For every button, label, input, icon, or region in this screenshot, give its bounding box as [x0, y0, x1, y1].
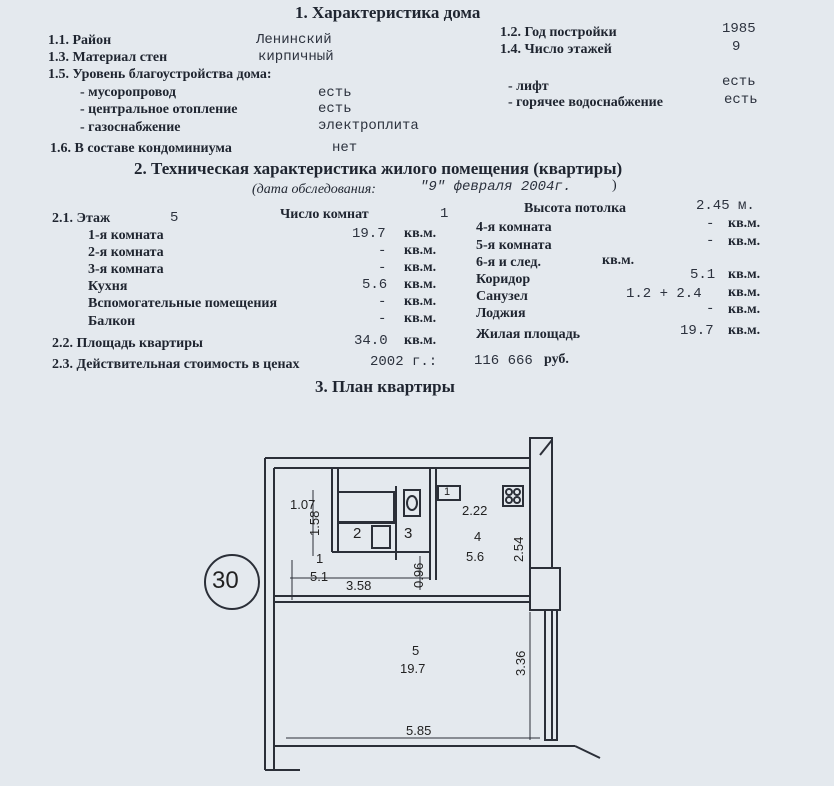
- plan-area-197: 19.7: [400, 661, 426, 676]
- room5-label: 5-я комната: [476, 238, 552, 253]
- room4-label: 4-я комната: [476, 220, 552, 235]
- condo-value: нет: [332, 140, 358, 156]
- survey-date: "9" февраля 2004г.: [420, 179, 572, 195]
- ceiling-label: Высота потолка: [524, 201, 626, 216]
- kitchen-value: 5.6: [362, 277, 388, 293]
- gas-label: - газоснабжение: [80, 120, 181, 135]
- loggia-unit: кв.м.: [728, 302, 761, 317]
- plan-dim-336: 3.36: [513, 650, 528, 676]
- plan-dim-358: 3.58: [346, 578, 372, 593]
- plan-area-51: 5.1: [310, 569, 329, 584]
- room3-value: -: [378, 260, 387, 276]
- elevator-label: - лифт: [508, 79, 549, 94]
- heating-label: - центральное отопление: [80, 102, 238, 117]
- room2-label: 2-я комната: [88, 245, 164, 260]
- living-unit: кв.м.: [728, 323, 761, 338]
- rooms-label: Число комнат: [280, 207, 369, 222]
- corridor-value: 5.1: [690, 267, 716, 283]
- plan-stair-marker: 1: [444, 486, 451, 498]
- living-label: Жилая площадь: [476, 327, 581, 342]
- bath-value: 1.2 + 2.4: [626, 286, 702, 302]
- aux-unit: кв.м.: [404, 294, 437, 309]
- area-unit: кв.м.: [404, 333, 437, 348]
- room5-unit: кв.м.: [728, 234, 761, 249]
- corridor-label: Коридор: [476, 272, 531, 287]
- aux-value: -: [378, 294, 387, 310]
- room5-value: -: [706, 233, 715, 249]
- plan-room-5: 5: [412, 643, 420, 658]
- plan-dim-096: 0.96: [411, 562, 426, 588]
- heating-value: есть: [318, 101, 352, 117]
- garbage-label: - мусоропровод: [80, 85, 176, 100]
- plan-dim-222: 2.22: [462, 503, 488, 518]
- plan-room-3: 3: [404, 525, 413, 542]
- loggia-label: Лоджия: [476, 306, 526, 321]
- section-2-title: 2. Техническая характеристика жилого помещения (квартиры): [134, 159, 623, 178]
- plan-room-2: 2: [353, 525, 362, 542]
- aux-label: Вспомогательные помещения: [88, 296, 278, 311]
- loggia-value: -: [706, 301, 715, 317]
- comfort-label: 1.5. Уровень благоустройства дома:: [48, 67, 272, 82]
- rooms-value: 1: [440, 206, 449, 222]
- floors-value: 9: [732, 39, 741, 55]
- hotwater-label: - горячее водоснабжение: [508, 95, 663, 110]
- kitchen-label: Кухня: [88, 279, 128, 294]
- room4-unit: кв.м.: [728, 216, 761, 231]
- cost-label: 2.3. Действительная стоимость в ценах: [52, 357, 300, 372]
- balcony-unit: кв.м.: [404, 311, 437, 326]
- cost-unit: руб.: [544, 352, 569, 367]
- plan-dim-585: 5.85: [406, 723, 432, 738]
- plan-room-1: 1: [316, 551, 324, 566]
- floors-label: 1.4. Число этажей: [500, 42, 612, 57]
- district-label: 1.1. Район: [48, 33, 112, 48]
- floor-label: 2.1. Этаж: [52, 211, 111, 226]
- cost-value: 116 666: [474, 353, 533, 369]
- cost-year: 2002 г.:: [370, 354, 438, 370]
- room4-value: -: [706, 216, 715, 232]
- kitchen-unit: кв.м.: [404, 277, 437, 292]
- survey-prefix: (дата обследования:: [252, 182, 376, 197]
- living-value: 19.7: [680, 323, 714, 339]
- condo-label: 1.6. В составе кондоминиума: [50, 141, 232, 156]
- plan-dim-107: 1.07: [290, 497, 316, 512]
- plan-dim-158: 1.58: [307, 510, 322, 536]
- room3-unit: кв.м.: [404, 260, 437, 275]
- area-label: 2.2. Площадь квартиры: [52, 336, 203, 351]
- survey-suffix: ): [612, 178, 617, 193]
- room1-label: 1-я комната: [88, 228, 164, 243]
- balcony-label: Балкон: [88, 314, 136, 329]
- room2-unit: кв.м.: [404, 243, 437, 258]
- district-value: Ленинский: [256, 32, 332, 48]
- walls-value: кирпичный: [258, 49, 334, 65]
- corridor-unit: кв.м.: [728, 267, 761, 282]
- section-1-title: 1. Характеристика дома: [295, 3, 481, 22]
- garbage-value: есть: [318, 85, 352, 101]
- ceiling-value: 2.45 м.: [696, 198, 755, 214]
- room1-value: 19.7: [352, 226, 386, 242]
- section-3-title: 3. План квартиры: [315, 377, 455, 396]
- floor-value: 5: [170, 210, 179, 226]
- room3-label: 3-я комната: [88, 262, 164, 277]
- plan-area-56: 5.6: [466, 549, 485, 564]
- year-label: 1.2. Год постройки: [500, 25, 617, 40]
- room6-label: 6-я и след.: [476, 255, 541, 270]
- room6-unit: кв.м.: [602, 253, 635, 268]
- balcony-value: -: [378, 311, 387, 327]
- elevator-value: есть: [722, 74, 756, 90]
- room2-value: -: [378, 243, 387, 259]
- hotwater-value: есть: [724, 92, 758, 108]
- year-value: 1985: [722, 21, 756, 37]
- plan-room-4: 4: [474, 529, 482, 544]
- walls-label: 1.3. Материал стен: [48, 50, 168, 65]
- room1-unit: кв.м.: [404, 226, 437, 241]
- plan-dim-254: 2.54: [511, 536, 526, 562]
- area-value: 34.0: [354, 333, 388, 349]
- bath-label: Санузел: [476, 289, 528, 304]
- gas-value: электроплита: [318, 118, 419, 134]
- apartment-number: 30: [212, 567, 239, 594]
- bath-unit: кв.м.: [728, 285, 761, 300]
